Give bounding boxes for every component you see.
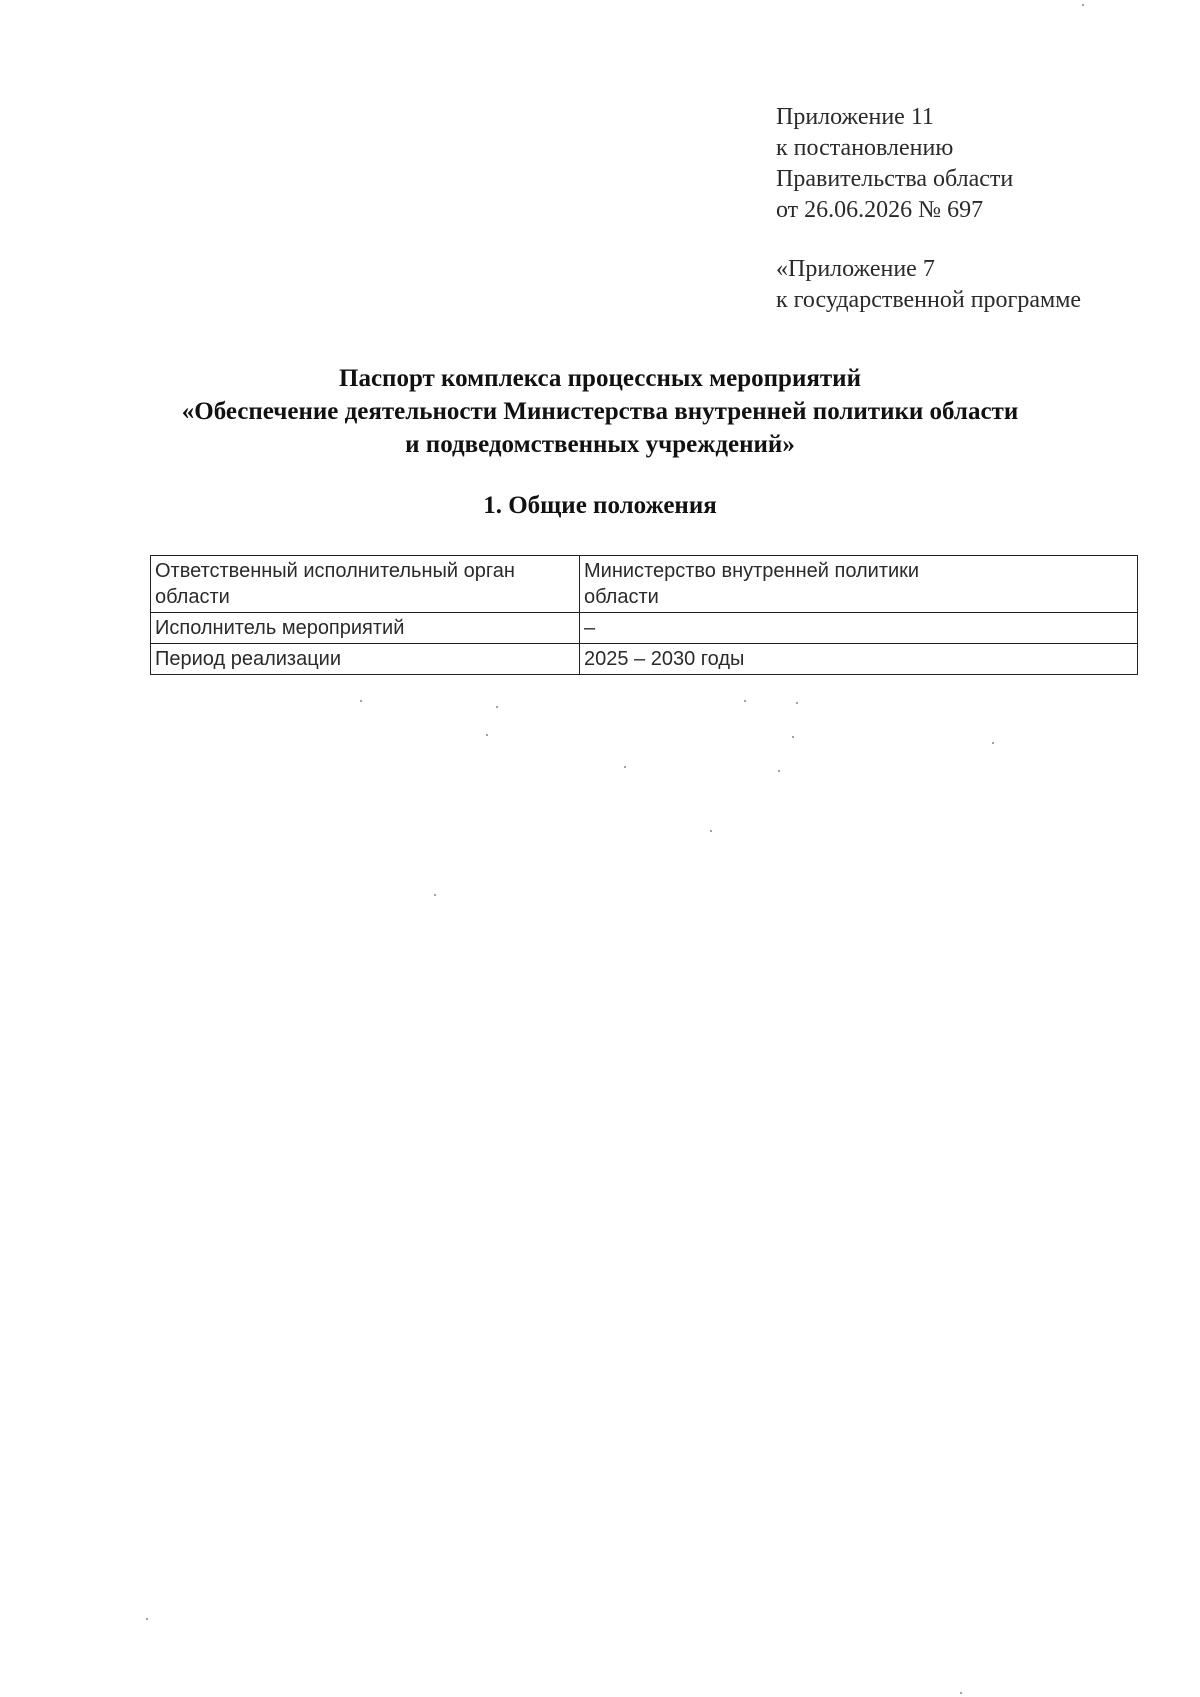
scan-speck bbox=[796, 702, 798, 704]
cell-text: 2025 – 2030 годы bbox=[584, 648, 745, 670]
title-line: «Обеспечение деятельности Министерства внутренней политики области bbox=[181, 398, 1019, 425]
table-row bbox=[151, 644, 1138, 675]
scan-speck bbox=[960, 1692, 962, 1694]
scan-speck bbox=[710, 830, 712, 832]
scan-speck bbox=[146, 1618, 148, 1620]
cell-text: Период реализации bbox=[155, 648, 342, 670]
scan-speck bbox=[992, 742, 994, 744]
scan-speck bbox=[360, 700, 362, 702]
table-cell-label bbox=[151, 556, 580, 613]
title-line: Паспорт комплекса процессных мероприятий bbox=[339, 365, 861, 392]
table-cell-value bbox=[580, 613, 1138, 644]
section-heading: 1. Общие положения bbox=[483, 492, 717, 519]
table-row bbox=[151, 556, 1138, 613]
scan-speck bbox=[792, 736, 794, 738]
table-cell-label bbox=[151, 644, 580, 675]
scan-speck bbox=[486, 734, 488, 736]
scan-speck bbox=[434, 894, 436, 896]
appendix-gap bbox=[776, 226, 1081, 254]
cell-text: Исполнитель мероприятий bbox=[155, 617, 405, 639]
scan-speck bbox=[1082, 4, 1084, 6]
scan-speck bbox=[744, 700, 746, 702]
scan-speck bbox=[624, 766, 626, 768]
appendix-line: к постановлению bbox=[776, 135, 954, 161]
table-cell-value bbox=[580, 556, 1138, 613]
table-cell-label bbox=[151, 613, 580, 644]
appendix-line: Приложение 11 bbox=[776, 104, 934, 130]
cell-text: области bbox=[155, 586, 230, 608]
appendix-line: Правительства области bbox=[776, 166, 1014, 192]
table-cell-value bbox=[580, 644, 1138, 675]
appendix-line: от 26.06.2026 № 697 bbox=[776, 197, 984, 223]
appendix-reference bbox=[776, 102, 1081, 316]
appendix-sub-line: к государственной программе bbox=[776, 287, 1082, 313]
appendix-sub-line: «Приложение 7 bbox=[776, 256, 935, 282]
title-line: и подведомственных учреждений» bbox=[405, 431, 795, 458]
cell-text: области bbox=[584, 586, 659, 608]
general-provisions-table bbox=[150, 555, 1138, 675]
table-row bbox=[151, 613, 1138, 644]
document-title bbox=[0, 362, 1200, 461]
scan-speck bbox=[496, 706, 498, 708]
cell-text: Министерство внутренней политики bbox=[584, 560, 920, 582]
cell-text: – bbox=[584, 617, 596, 639]
scan-speck bbox=[778, 770, 780, 772]
cell-text: Ответственный исполнительный орган bbox=[155, 560, 515, 582]
